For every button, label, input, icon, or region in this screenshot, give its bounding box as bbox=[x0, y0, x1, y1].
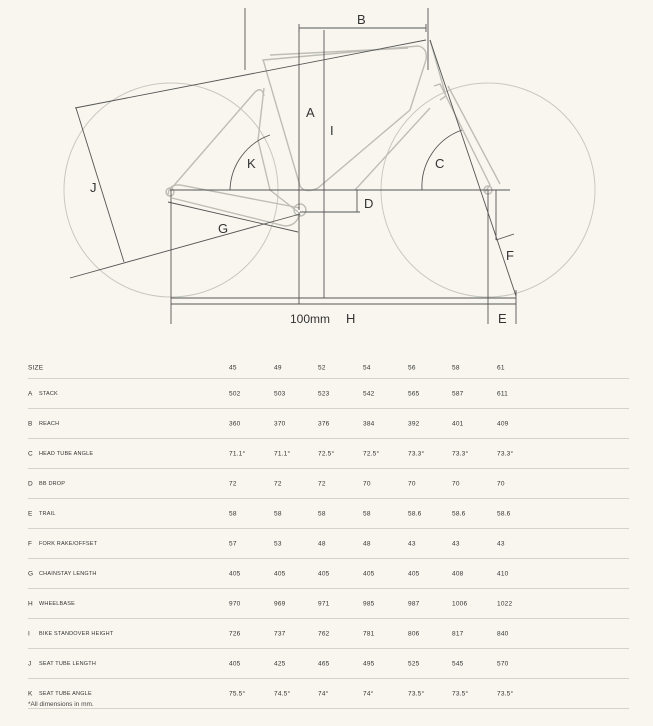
row-value: 425 bbox=[274, 660, 286, 667]
row-value: 73.5° bbox=[408, 690, 425, 697]
row-label: BB DROP bbox=[39, 480, 66, 487]
row-letter: A bbox=[28, 390, 33, 397]
row-value: 545 bbox=[452, 660, 464, 667]
row-letter: F bbox=[28, 540, 33, 547]
row-value: 73.5° bbox=[497, 690, 514, 697]
dimension-f bbox=[496, 234, 514, 240]
row-value: 70 bbox=[497, 480, 505, 487]
row-value: 71.1° bbox=[274, 450, 291, 457]
row-label: REACH bbox=[39, 420, 60, 427]
row-value: 405 bbox=[318, 570, 330, 577]
table-row bbox=[28, 439, 629, 469]
row-value: 1006 bbox=[452, 600, 468, 607]
row-value: 58 bbox=[229, 510, 237, 517]
row-value: 971 bbox=[318, 600, 330, 607]
row-label: SEAT TUBE LENGTH bbox=[39, 660, 96, 667]
label-f: F bbox=[506, 248, 514, 263]
row-label: TRAIL bbox=[39, 510, 56, 517]
table-header-row bbox=[28, 357, 629, 379]
row-label: FORK RAKE/OFFSET bbox=[39, 540, 98, 547]
row-value: 58.6 bbox=[452, 510, 466, 517]
row-value: 405 bbox=[408, 570, 420, 577]
row-value: 806 bbox=[408, 630, 420, 637]
row-value: 75.5° bbox=[229, 690, 246, 697]
label-g: G bbox=[218, 221, 229, 236]
row-value: 73.3° bbox=[452, 450, 469, 457]
table-row bbox=[28, 619, 629, 649]
row-value: 370 bbox=[274, 420, 286, 427]
label-a: A bbox=[306, 105, 315, 120]
size-col-54: 54 bbox=[363, 364, 371, 371]
label-k: K bbox=[247, 156, 256, 171]
row-value: 74° bbox=[363, 690, 374, 697]
row-value: 72 bbox=[229, 480, 237, 487]
row-value: 43 bbox=[497, 540, 505, 547]
geometry-table bbox=[28, 357, 629, 709]
size-col-52: 52 bbox=[318, 364, 326, 371]
size-label: SIZE bbox=[28, 364, 44, 371]
size-col-56: 56 bbox=[408, 364, 416, 371]
row-letter: K bbox=[28, 690, 33, 697]
row-value: 58 bbox=[274, 510, 282, 517]
row-value: 48 bbox=[363, 540, 371, 547]
row-label: BIKE STANDOVER HEIGHT bbox=[39, 630, 114, 637]
size-col-58: 58 bbox=[452, 364, 460, 371]
label-i: I bbox=[330, 123, 334, 138]
row-value: 405 bbox=[229, 660, 241, 667]
row-value: 840 bbox=[497, 630, 509, 637]
row-label: CHAINSTAY LENGTH bbox=[39, 570, 97, 577]
table-row bbox=[28, 409, 629, 439]
row-letter: H bbox=[28, 600, 33, 607]
row-value: 72.5° bbox=[318, 450, 335, 457]
dimension-g bbox=[168, 202, 298, 232]
row-value: 72 bbox=[318, 480, 326, 487]
row-label: STACK bbox=[39, 390, 58, 397]
row-value: 360 bbox=[229, 420, 241, 427]
row-value: 465 bbox=[318, 660, 330, 667]
row-value: 970 bbox=[229, 600, 241, 607]
row-letter: B bbox=[28, 420, 33, 427]
table-row bbox=[28, 559, 629, 589]
row-value: 410 bbox=[497, 570, 509, 577]
row-value: 70 bbox=[452, 480, 460, 487]
label-c: C bbox=[435, 156, 445, 171]
row-value: 70 bbox=[408, 480, 416, 487]
row-value: 570 bbox=[497, 660, 509, 667]
row-value: 987 bbox=[408, 600, 420, 607]
row-letter: E bbox=[28, 510, 33, 517]
row-value: 48 bbox=[318, 540, 326, 547]
size-col-49: 49 bbox=[274, 364, 282, 371]
row-label: WHEELBASE bbox=[39, 600, 76, 607]
row-letter: D bbox=[28, 480, 33, 487]
row-value: 74.5° bbox=[274, 690, 291, 697]
row-value: 392 bbox=[408, 420, 420, 427]
row-letter: I bbox=[28, 630, 31, 637]
row-value: 969 bbox=[274, 600, 286, 607]
table-row bbox=[28, 679, 629, 709]
dimension-d bbox=[300, 190, 360, 212]
row-value: 72 bbox=[274, 480, 282, 487]
row-value: 58.6 bbox=[497, 510, 511, 517]
row-letter: J bbox=[28, 660, 32, 667]
size-col-61: 61 bbox=[497, 364, 505, 371]
row-value: 817 bbox=[452, 630, 464, 637]
table-row bbox=[28, 379, 629, 409]
table-row bbox=[28, 589, 629, 619]
label-e: E bbox=[498, 311, 507, 326]
footnote: *All dimensions in mm. bbox=[28, 701, 94, 708]
row-value: 376 bbox=[318, 420, 330, 427]
row-value: 503 bbox=[274, 390, 286, 397]
row-value: 781 bbox=[363, 630, 375, 637]
row-value: 43 bbox=[452, 540, 460, 547]
size-col-45: 45 bbox=[229, 364, 237, 371]
row-letter: C bbox=[28, 450, 33, 457]
row-value: 587 bbox=[452, 390, 464, 397]
row-value: 611 bbox=[497, 390, 508, 397]
row-value: 401 bbox=[452, 420, 464, 427]
row-value: 985 bbox=[363, 600, 375, 607]
dimension-b bbox=[245, 8, 428, 70]
row-value: 70 bbox=[363, 480, 371, 487]
row-value: 762 bbox=[318, 630, 330, 637]
row-value: 502 bbox=[229, 390, 241, 397]
row-value: 495 bbox=[363, 660, 375, 667]
label-b: B bbox=[357, 12, 366, 27]
row-value: 384 bbox=[363, 420, 375, 427]
row-value: 72.5° bbox=[363, 450, 380, 457]
row-value: 1022 bbox=[497, 600, 513, 607]
table-row bbox=[28, 649, 629, 679]
row-value: 73.5° bbox=[452, 690, 469, 697]
label-h: H bbox=[346, 311, 356, 326]
row-value: 737 bbox=[274, 630, 286, 637]
row-value: 565 bbox=[408, 390, 420, 397]
row-value: 405 bbox=[229, 570, 241, 577]
row-value: 74° bbox=[318, 690, 329, 697]
row-letter: G bbox=[28, 570, 34, 577]
row-value: 542 bbox=[363, 390, 375, 397]
row-value: 71.1° bbox=[229, 450, 246, 457]
row-value: 57 bbox=[229, 540, 237, 547]
bike-geometry-diagram bbox=[0, 0, 653, 340]
row-value: 73.3° bbox=[497, 450, 514, 457]
label-j: J bbox=[90, 180, 97, 195]
row-value: 726 bbox=[229, 630, 241, 637]
row-value: 408 bbox=[452, 570, 464, 577]
row-value: 43 bbox=[408, 540, 416, 547]
row-label: HEAD TUBE ANGLE bbox=[39, 450, 94, 457]
row-value: 58 bbox=[363, 510, 371, 517]
row-value: 523 bbox=[318, 390, 330, 397]
row-value: 405 bbox=[363, 570, 375, 577]
row-value: 405 bbox=[274, 570, 286, 577]
row-value: 58.6 bbox=[408, 510, 422, 517]
dimension-h bbox=[171, 298, 516, 304]
row-value: 525 bbox=[408, 660, 420, 667]
table-row bbox=[28, 499, 629, 529]
label-wheelbase-value: 100mm bbox=[290, 312, 331, 326]
row-value: 409 bbox=[497, 420, 509, 427]
row-value: 58 bbox=[318, 510, 326, 517]
table-row bbox=[28, 469, 629, 499]
row-label: SEAT TUBE ANGLE bbox=[39, 690, 92, 697]
row-value: 53 bbox=[274, 540, 282, 547]
table-row bbox=[28, 529, 629, 559]
dimension-j bbox=[70, 108, 300, 278]
row-value: 73.3° bbox=[408, 450, 425, 457]
label-d: D bbox=[364, 196, 374, 211]
